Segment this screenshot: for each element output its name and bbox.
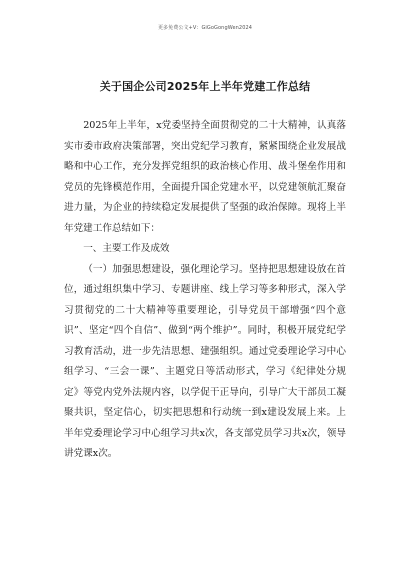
document-body: [64, 116, 346, 465]
section-paragraph: （一）加强思想建设，强化理论学习。坚持把思想建设放在首位，通过组织集中学习、专题讲座、线上学习等多种形式，深入学习贯彻党的二十大精神等重要理论，引导党员干部增强“四个意识”、坚定“四个自信”、做到“两个维护”。同时，积极开展党纪学习教育活动，进一步先洁思想、建强组织。通过党委理论学习中心组学习、“三会一课”、主题党日等活动形式，学习《纪律处分规定》等党内党外法规内容，以学促干正导向，引导广大干部员工凝聚共识，坚定信心，切实把思想和行动统一到x建设发展上来。上半年党委理论学习中心组学习共x次，各支部党员学习共x次，领导讲党课x次。: [64, 263, 346, 459]
intro-paragraph: 2025年上半年，x党委坚持全面贯彻党的二十大精神，认真落实市委市政府决策部署，突出党纪学习教育，紧紧围绕企业发展战略和中心工作，充分发挥党组织的政治核心作用、战斗堡垒作用和党员的先锋模范作用，全面提升国企党建水平，以党建领航汇聚奋进力量，为企业的持续稳定发展提供了坚强的政治保障。现将上半年党建工作总结如下：: [64, 120, 346, 234]
watermark-text: 更多免费公文+V：GiGoGongWen2024: [157, 25, 253, 31]
section-heading: 一、主要工作及成效: [83, 243, 170, 254]
document-title: 关于国企公司2025年上半年党建工作总结: [99, 80, 311, 93]
